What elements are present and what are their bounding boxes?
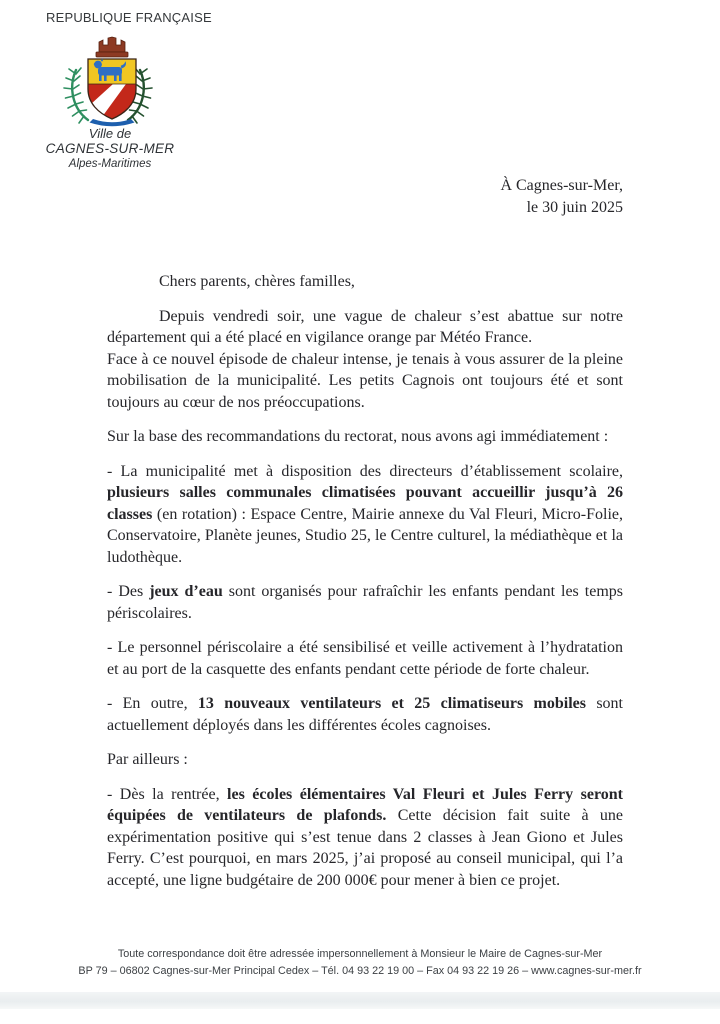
text: Depuis vendredi soir, une vague de chaleur s’est abattue sur notre département qui a été placé en vigilance orange par Météo France. [107,307,623,346]
paragraph [107,637,623,680]
footer-correspondence-note: Toute correspondance doit être adressée impersonnellement à Monsieur le Maire de Cagnes-sur-Mer [117,948,603,960]
paragraph [107,581,623,624]
text: Sur la base des recommandations du rectorat, nous avons agi immédiatement : [107,428,609,445]
text: Chers parents, chères familles, [159,273,355,290]
city-name-prefix: Ville de [88,126,132,141]
text: - Des [107,583,150,600]
mural-crown [96,37,128,57]
paragraph [107,693,623,736]
city-coat-of-arms-icon [56,34,160,128]
bold-text: 13 nouveaux ventilateurs et 25 climatiseurs mobiles [197,695,587,712]
letter-body [107,271,623,891]
republic-label: REPUBLIQUE FRANÇAISE [46,10,212,25]
paragraph [107,749,623,771]
text: Par ailleurs : [107,751,188,768]
department-name: Alpes-Maritimes [68,158,152,170]
scan-shadow [0,992,720,1009]
text: Face à ce nouvel épisode de chaleur intense, je tenais à vous assurer de la pleine mobilisation de la municipalité. Les petits Cagnois ont toujours été et sont toujours au cœur de nos préoccupations. [107,350,623,411]
text: sont organisés pour rafraîchir les enfants pendant les temps périscolaires. [107,583,623,622]
text: - La municipalité met à disposition des directeurs d’établissement scolaire, [107,462,623,480]
paragraph [107,271,623,293]
dateline-place: À Cagnes-sur-Mer, [500,177,623,194]
page-footer [0,946,720,979]
paragraph [107,306,623,349]
footer-contact-line: BP 79 – 06802 Cagnes-sur-Mer Principal Cedex – Tél. 04 93 22 19 00 – Fax 04 93 22 19 26 – www.cagnes-sur-mer.fr [78,964,642,977]
bold-text: jeux d’eau [149,583,223,600]
text: sont actuellement déployés dans les différentes écoles cagnoises. [107,695,624,734]
text: Cette décision fait suite à une expérimentation positive qui s’est tenue dans 2 classes à Jean Giono et Jules Ferry. C’est pourquoi, en mars 2025, j’ai proposé au conseil municipal, qui l’a accepté, une ligne budgétaire de 200 000€ pour mener à bien ce projet. [107,807,624,889]
text: - Dès la rentrée, [107,785,228,803]
paragraph [107,784,623,892]
bold-text: les écoles élémentaires Val Fleuri et Jules Ferry seront équipées de ventilateurs de plafonds. [107,785,623,824]
dateline [500,175,623,218]
paragraph [107,349,623,414]
paragraph [107,426,623,448]
city-name-block [25,126,195,171]
text: - En outre, [107,695,198,712]
city-name: CAGNES-SUR-MER [45,141,175,156]
laurel-branch-left [64,68,88,123]
bold-text: plusieurs salles communales climatisées pouvant accueillir jusqu’à 26 classes [107,484,623,523]
text: (en rotation) : Espace Centre, Mairie annexe du Val Fleuri, Micro-Folie, Conservatoire, Planète jeunes, Studio 25, le Centre culturel, la médiathèque et la ludothèque. [107,505,623,566]
text: - Le personnel périscolaire a été sensibilisé et veille activement à l’hydratation et au port de la casquette des enfants pendant cette période de forte chaleur. [107,639,623,678]
dateline-date: le 30 juin 2025 [526,198,623,216]
paragraph [107,461,623,569]
